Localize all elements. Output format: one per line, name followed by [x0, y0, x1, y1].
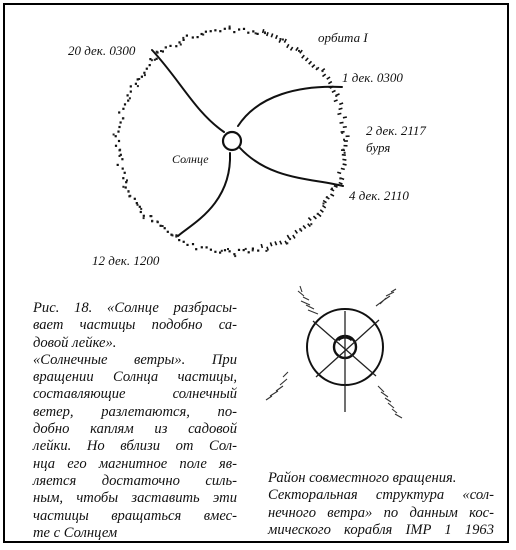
right-caption-line: Район совместного вращения.: [268, 470, 457, 486]
orbit-dot: [192, 36, 194, 38]
figure-caption: [33, 300, 237, 542]
orbit-dot: [182, 37, 184, 39]
orbit-dot: [274, 241, 277, 245]
orbit-dot: [326, 76, 330, 80]
orbit-dot: [252, 30, 254, 32]
orbit-dot: [313, 216, 317, 220]
caption-line: составляющие солнечный: [33, 386, 237, 403]
orbit-dot: [266, 32, 269, 36]
orbit-dot: [135, 83, 137, 85]
orbit-dot: [206, 246, 208, 248]
caption-line: частицы вращаться вмес-: [33, 507, 237, 524]
spiral-arm-upper-left: [152, 50, 224, 132]
orbit-dot: [151, 59, 153, 61]
orbit-dot: [141, 76, 143, 78]
orbit-dot: [146, 68, 148, 70]
orbit-dot: [344, 152, 346, 154]
orbit-dot: [128, 190, 130, 192]
orbit-dot: [342, 159, 346, 161]
spiral-arms: [152, 50, 343, 236]
date-label-dec20: 20 дек. 0300: [68, 43, 136, 58]
orbit-dot: [115, 135, 117, 137]
orbit-dot: [265, 250, 267, 252]
orbit-dot: [322, 205, 326, 209]
orbit-dot: [342, 149, 344, 151]
orbit-dot: [229, 26, 231, 28]
orbit-dot: [339, 102, 343, 105]
orbit-dot: [326, 196, 328, 198]
date-label-dec2: 2 дек. 2117: [366, 123, 426, 138]
caption-line: довой лейке».: [33, 334, 117, 351]
orbit-dot: [178, 41, 180, 43]
orbit-dot: [214, 29, 216, 31]
orbit-dot: [150, 215, 152, 217]
orbit-dot: [149, 64, 151, 66]
orbit-dot: [322, 73, 326, 77]
orbit-dot: [178, 239, 180, 241]
orbit-dot: [286, 242, 288, 244]
orbit-dot: [138, 78, 140, 80]
corotation-caption: [268, 470, 494, 539]
sun-label: Солнце: [172, 152, 209, 166]
orbit-dot: [298, 50, 300, 52]
orbit-dot: [180, 44, 182, 46]
orbit-dot: [229, 27, 231, 29]
orbit-dot: [290, 47, 293, 51]
orbit-dot: [257, 250, 259, 252]
orbit-dot: [270, 242, 273, 246]
orbit-dot: [260, 244, 263, 248]
orbit-dot: [186, 244, 188, 246]
orbit-dot: [137, 204, 139, 206]
orbit-dot: [275, 35, 278, 39]
orbit-dot: [252, 248, 254, 250]
orbit-dot: [343, 139, 345, 141]
orbit-dot: [330, 193, 334, 196]
orbit-dot: [299, 229, 301, 231]
orbit-dot: [264, 32, 266, 34]
orbit-dot: [334, 99, 338, 102]
orbit-dot: [162, 50, 164, 52]
orbit-dot: [143, 72, 145, 74]
orbit-dot: [122, 108, 124, 110]
orbit-dot: [129, 97, 131, 99]
orbit-dot: [130, 85, 132, 87]
orbit-dot: [137, 85, 139, 87]
orbit-dot: [317, 213, 319, 215]
orbit-dot: [160, 50, 162, 52]
orbit-dot: [243, 249, 245, 251]
orbit-dot: [346, 135, 350, 137]
caption-line: добно каплям из садовой: [33, 421, 237, 438]
orbit-dot: [248, 251, 250, 253]
orbit-dot: [308, 217, 312, 221]
orbit-label: орбита I: [318, 30, 368, 45]
orbit-dot: [125, 181, 127, 183]
orbit-dot: [118, 111, 120, 113]
orbit-dot: [221, 250, 223, 252]
orbit-dot: [175, 45, 177, 47]
orbit-dot: [144, 74, 146, 76]
storm-label: буря: [366, 140, 391, 155]
orbit-dot: [337, 113, 341, 116]
orbit-dot: [183, 39, 185, 41]
orbit-dot: [238, 249, 240, 251]
caption-line: вращении Солнца частицы,: [33, 369, 237, 386]
right-caption-line: нечного ветра» по данным кос-: [268, 504, 494, 521]
orbit-dot: [294, 230, 298, 234]
orbit-dot: [338, 107, 342, 110]
orbit-dot: [219, 30, 221, 32]
orbit-dot: [289, 238, 291, 240]
orbit-dot: [332, 90, 336, 93]
orbit-dot: [316, 68, 318, 70]
orbit-dot: [271, 33, 274, 37]
orbit-dot: [143, 217, 145, 219]
right-caption-line: Секторальная структура «сол-: [268, 487, 494, 504]
orbit-dot: [224, 28, 226, 30]
date-label-dec4: 4 дек. 2110: [349, 188, 409, 203]
orbit-dot: [139, 206, 141, 208]
orbit-dot: [227, 248, 229, 250]
caption-line: вает частицы подобно са-: [33, 317, 237, 334]
orbit-dot: [331, 188, 333, 190]
orbit-dot: [303, 225, 307, 229]
spiral-arm-right: [238, 87, 342, 126]
orbit-dot: [229, 250, 231, 252]
orbit-dot: [305, 57, 309, 61]
orbit-dot: [339, 177, 341, 179]
orbit-dot: [342, 163, 346, 165]
caption-line: ным, чтобы заставить эти: [33, 490, 237, 507]
orbit-dot: [118, 126, 120, 128]
orbit-dot: [210, 30, 212, 32]
orbit-dot: [310, 223, 312, 225]
orbit-dot: [343, 126, 347, 128]
orbit-dot: [183, 241, 185, 243]
orbit-dot: [245, 248, 247, 250]
caption-line: Рис. 18. «Солнце разбрасы-: [33, 300, 237, 316]
orbit-dot: [122, 177, 124, 179]
orbit-dot: [292, 235, 295, 239]
sun-circle: [223, 132, 241, 150]
caption-line: те с Солнцем: [33, 524, 118, 541]
orbit-dot: [156, 58, 158, 60]
orbit-dot: [219, 252, 221, 254]
orbit-dot: [308, 61, 312, 65]
orbit-dot: [322, 70, 324, 72]
orbit-dot: [301, 55, 305, 59]
caption-line: «Солнечные ветры». При: [33, 351, 237, 368]
orbit-dot: [339, 122, 343, 124]
date-label-dec12: 12 дек. 1200: [92, 253, 160, 268]
orbit-dot: [341, 168, 345, 171]
orbit-dot: [286, 44, 289, 48]
orbit-dot: [284, 39, 287, 43]
orbit-dot: [214, 251, 216, 253]
corotation-diagram: [266, 286, 402, 418]
orbit-dot: [337, 171, 341, 174]
orbit-dot: [195, 248, 197, 250]
orbit-dot: [323, 203, 325, 205]
orbit-dot: [247, 32, 249, 34]
orbit-dot: [243, 28, 245, 30]
orbit-dot: [224, 249, 226, 251]
orbit-dot: [167, 231, 169, 233]
orbit-dot: [124, 172, 126, 174]
date-label-dec1: 1 дек. 0300: [342, 70, 403, 85]
orbit-dot: [201, 246, 203, 248]
orbit-dot: [154, 59, 156, 61]
caption-line: лейки. Но вблизи от Сол-: [33, 438, 237, 455]
orbit-dot: [127, 94, 129, 96]
orbit-dot: [162, 225, 164, 227]
orbit-dot: [233, 31, 235, 33]
spiral-arm-lower-right: [240, 148, 343, 186]
orbit-dot: [343, 116, 347, 118]
orbit-dot: [342, 154, 346, 156]
orbit-dot: [134, 198, 136, 200]
orbit-dot: [238, 28, 240, 30]
orbit-dot: [125, 186, 127, 188]
orbit-dot: [121, 158, 123, 160]
orbit-dot: [143, 215, 145, 217]
right-caption-line: мического корабля IMP 1 1963: [268, 521, 494, 538]
orbit-dot: [252, 249, 254, 251]
orbit-dot: [279, 240, 282, 244]
orbit-dot: [175, 236, 177, 238]
orbit-dot: [164, 227, 166, 229]
orbit-dot: [122, 118, 124, 120]
caption-line: ляется достаточно силь-: [33, 472, 237, 489]
orbit-dot: [130, 91, 132, 93]
orbit-dot: [127, 100, 129, 102]
orbit-dot: [115, 145, 117, 147]
orbit-dot: [202, 34, 204, 36]
orbit-dot: [172, 234, 174, 236]
orbit-dot: [255, 32, 257, 34]
orbit-dot: [129, 195, 131, 197]
orbit-dot: [341, 132, 343, 134]
orbit-dot: [160, 225, 162, 227]
orbit-dot: [210, 249, 212, 251]
orbit-dot: [335, 95, 337, 97]
orbit-dot: [343, 145, 347, 147]
orbit-dot: [122, 168, 124, 170]
orbit-dot: [117, 164, 119, 166]
orbit-dot: [119, 149, 121, 151]
orbit-dot: [124, 103, 126, 105]
orbit-dot: [122, 186, 124, 188]
orbit-dot: [165, 47, 167, 49]
orbit-dot: [126, 179, 128, 181]
orbit-dot: [192, 243, 194, 245]
caption-line: ветер, разлетаются, по-: [33, 403, 237, 420]
orbit-dot: [151, 220, 153, 222]
orbit-dot: [234, 255, 236, 257]
orbit-dot: [119, 155, 121, 157]
orbit-dot: [120, 121, 122, 123]
orbit-dot: [186, 35, 188, 37]
orbit-dot: [257, 33, 259, 35]
orbit-dot: [156, 51, 158, 53]
orbit-dot: [320, 209, 324, 213]
sector-lines: [313, 311, 379, 412]
orbit-dot: [113, 134, 115, 136]
orbit-dot: [197, 36, 199, 38]
orbit-dot: [233, 253, 235, 255]
orbit-dot: [140, 211, 142, 213]
orbit-dot: [117, 131, 119, 133]
orbit-dot: [311, 64, 315, 68]
caption-line: нца его магнитное поле яв-: [33, 455, 237, 472]
orbit-dot: [282, 39, 284, 41]
orbit-dot: [140, 208, 142, 210]
orbit-dot: [169, 45, 171, 47]
orbit-dot: [328, 81, 332, 84]
orbit-dot: [280, 38, 282, 40]
orbit-dot: [118, 140, 120, 142]
orbit-dot: [205, 31, 207, 33]
orbit-dot: [156, 221, 158, 223]
